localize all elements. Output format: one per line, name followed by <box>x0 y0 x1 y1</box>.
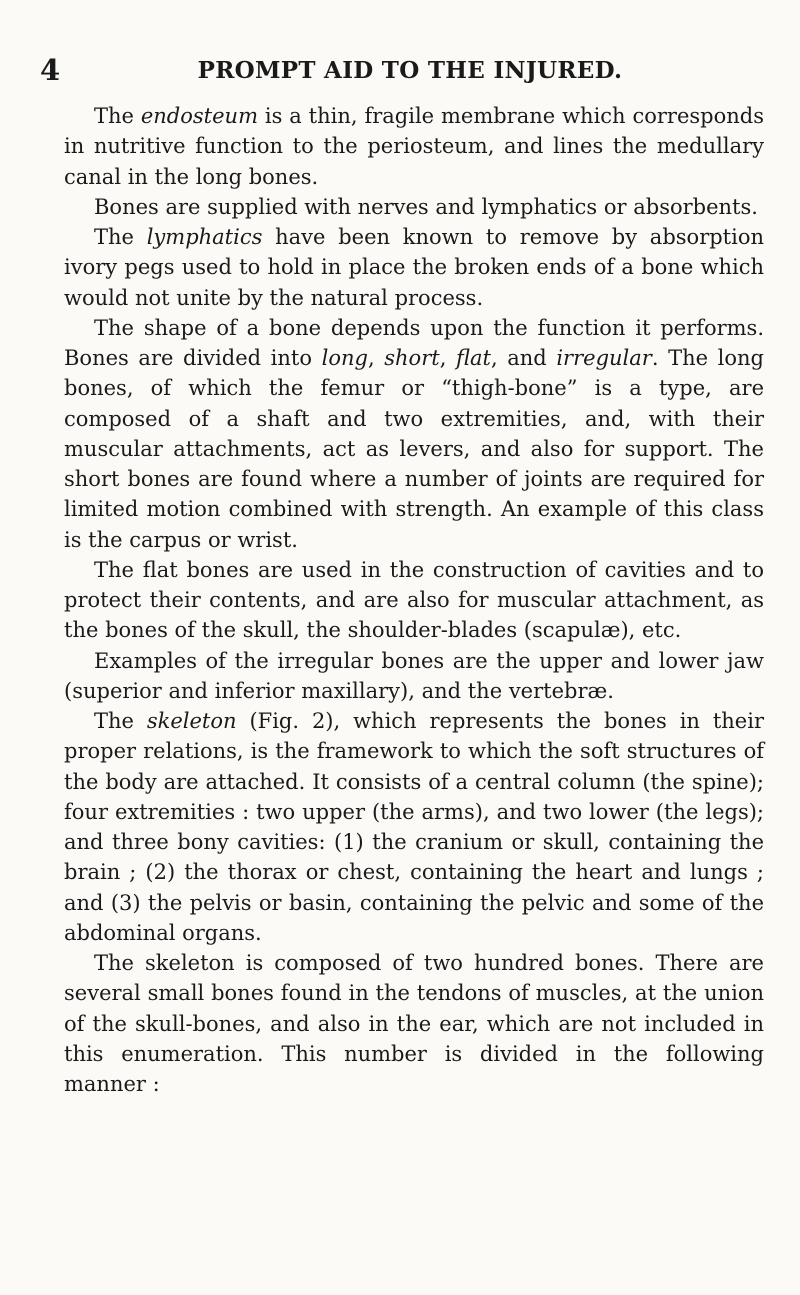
body-text <box>64 101 764 1099</box>
term-irregular: irregular <box>556 346 652 370</box>
term-skeleton: skeleton <box>146 709 237 733</box>
paragraph-skeleton: The skeleton (Fig. 2), which represents the bones in their proper relations, is the framework to which the soft structures of the body are attached. It consists of a central column (the spine); four extremities : two upper (the arms), and two lower (the legs); and three bony cavities: (1) the cranium or skull, containing the brain ; (2) the thorax or chest, containing the heart and lungs ; and (3) the pelvis or basin, containing the pelvic and some of the abdominal organs. <box>64 709 764 945</box>
term-flat: flat <box>455 346 491 370</box>
paragraph-endosteum: The endosteum is a thin, fragile membrane which corresponds in nutritive function to the periosteum, and lines the medullary canal in the long bones. <box>64 104 764 189</box>
term-endosteum: endosteum <box>140 104 258 128</box>
paragraph-irregular-bones: Examples of the irregular bones are the upper and lower jaw (superior and inferior maxillary), and the vertebræ. <box>64 648 764 703</box>
paragraph-lymphatics: The lymphatics have been known to remove by absorption ivory pegs used to hold in place the broken ends of a bone which would not unite by the natural process. <box>64 225 764 310</box>
term-short: short <box>384 346 440 370</box>
running-title: PROMPT AID TO THE INJURED. <box>197 57 623 84</box>
paragraph-nerves: Bones are supplied with nerves and lymphatics or absorbents. <box>94 194 758 219</box>
page-number: 4 <box>40 53 61 87</box>
paragraph-flat-bones: The flat bones are used in the construction of cavities and to protect their contents, and are also for muscular attachment, as the bones of the skull, the shoulder-blades (scapulæ), etc. <box>64 557 764 643</box>
paragraph-bone-shape: The shape of a bone depends upon the function it performs. Bones are divided into long, short, flat, and irregular. The long bones, of which the femur or “thigh-bone” is a type, are composed of a shaft and two extremities, and, with their muscular attachments, act as levers, and also for support. The short bones are found where a number of joints are required for limited motion combined with strength. An example of this class is the carpus or wrist. <box>64 315 764 552</box>
term-lymphatics: lymphatics <box>146 225 263 249</box>
term-long: long <box>321 346 368 370</box>
paragraph-bone-count: The skeleton is composed of two hundred bones. There are several small bones found in the tendons of muscles, at the union of the skull-bones, and also in the ear, which are not included in this enumeration. This number is divided in the following manner : <box>64 951 764 1096</box>
